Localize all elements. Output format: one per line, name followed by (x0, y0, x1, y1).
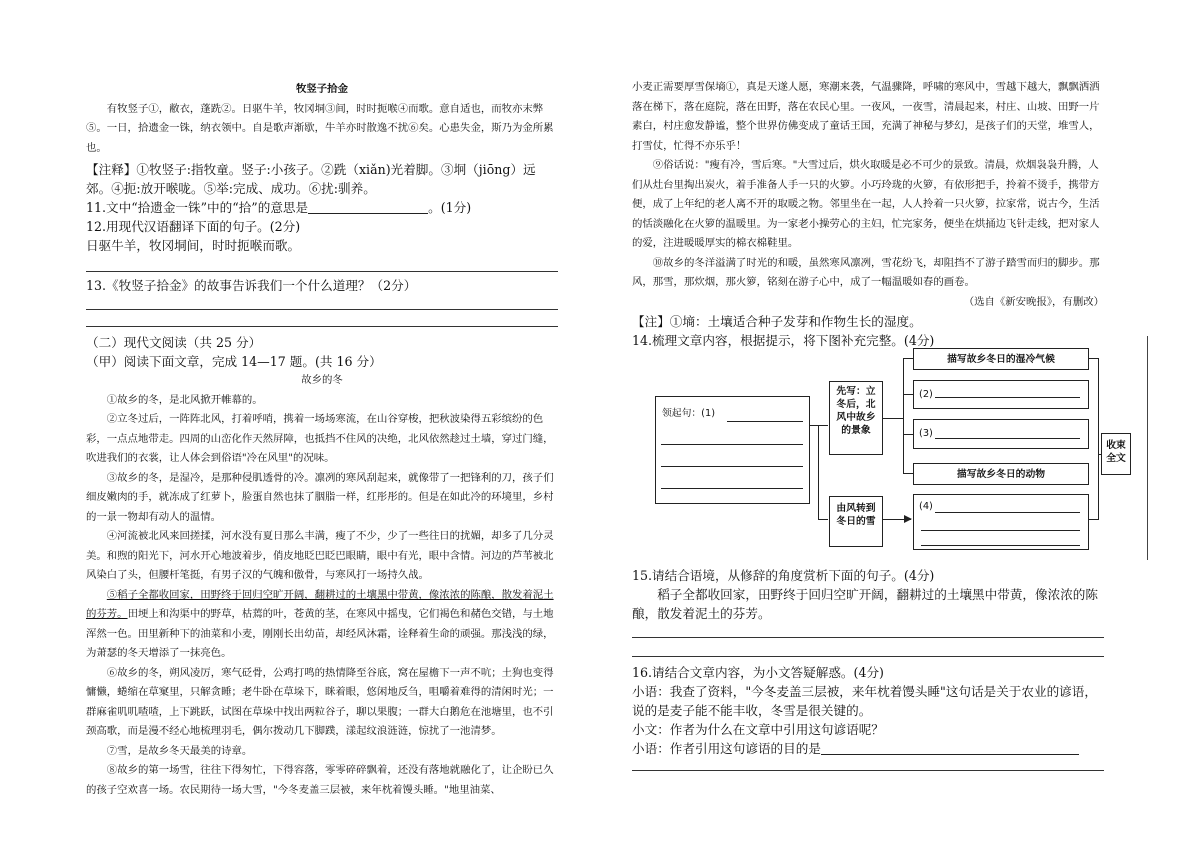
connector (903, 358, 913, 359)
slot-3-label: (3) (919, 428, 933, 439)
question-12: 12.用现代汉语翻译下面的句子。(2分) (86, 219, 301, 234)
question-15-sentence: 稻子全都收回家，田野终于回归空旷开阔，翻耕过的土壤黑中带黄，像浓浓的陈酿，散发着泥土的芬芳。 (632, 587, 1098, 621)
essay-paragraph-3: ③故乡的冬，是湿冷，是那种侵肌透骨的冷。凛冽的寒风刮起来，就像带了一把锋利的刀，孩子们细皮嫩肉的手，就冻成了红萝卜，脸蛋自然也抹了胭脂一样，红彤彤的。但是在如此冷的环境里，乡村的一景一物却有动人的温情。 (86, 471, 554, 523)
answer-line-2[interactable] (935, 397, 1080, 398)
underlined-sentence: ⑤稻子全都收回家，田野终于回归空旷开阔，翻耕过的土壤黑中带黄，像浓浓的陈酿，散发着泥土的芬芳。 (86, 588, 554, 620)
question-13: 13.《牧竖子拾金》的故事告诉我们一个什么道理？（2分） (86, 278, 417, 293)
snow-box (829, 496, 883, 547)
left-column (86, 0, 558, 800)
essay-paragraph-1: ①故乡的冬，是北风掀开帷幕的。 (106, 393, 263, 406)
dialogue-line-3 (632, 739, 1104, 758)
slot-3-box (913, 419, 1089, 449)
section-2-heading: （二）现代文阅读（共 25 分） (86, 335, 262, 350)
snow-label: 由风转到冬日的雪 (836, 503, 876, 527)
answer-line-15b[interactable] (632, 638, 1104, 657)
connector (903, 473, 913, 474)
essay-paragraph-10: ⑩故乡的冬洋溢满了时光的和暖，虽然寒风凛冽，雪花纷飞，却阻挡不了游子踏雪而归的脚步。那风，那雪，那炊烟，那火箩，铭刻在游子心中，成了一幅温暖如春的画卷。 (632, 256, 1100, 288)
answer-line-4a[interactable] (935, 512, 1080, 513)
essay-title: 故乡的冬 (301, 374, 343, 386)
question-11-text: 11.文中“拾遗金一铢”中的“拾”的意思是 (86, 200, 309, 215)
lead-sentence-label: 领起句：(1) (662, 408, 716, 419)
classical-notes: 【注释】①牧竖子:指牧童。竖子:小孩子。②跣（xiǎn)光着脚。③坰（jiōng）远郊。④扼:放开喉咙。⑤举:完成、成功。⑥扰:驯养。 (86, 162, 536, 196)
section-2-subheading: （甲）阅读下面文章，完成 14—17 题。(共 16 分） (86, 354, 382, 369)
essay-paragraph-8-continued: 小麦正需要厚雪保墒①，真是天遂人愿，寒潮来袭，气温骤降，呼啸的寒风中，雪越下越大，飘飘洒洒落在梯下，落在庭院，落在田野，落在农民心里。一夜风，一夜雪，清晨起来，村庄、山坡、田野一片素白，村庄愈发静谧，整个世界仿佛变成了童话王国，充满了神秘与梦幻，是孩子们的天堂，堆雪人，打雪仗，忙得不亦乐乎！ (632, 81, 1100, 152)
essay-footnote: 【注】①墒：土壤适合种子发芽和作物生长的湿度。 (632, 314, 922, 329)
question-16: 16.请结合文章内容，为小文答疑解惑。(4分) (632, 665, 884, 680)
essay-paragraph-7: ⑦雪，是故乡冬天最美的诗章。 (106, 744, 253, 757)
essay-paragraph-4: ④河流被北风来回搓揉，河水没有夏日那么丰满，瘦了不少，少了一些往日的扰媚，却多了几分灵美。和煦的阳光下，河水开心地波着步，俏皮地眨巴眨巴眼睛，眼中有光，眼中含情。河边的芦苇被北风染白了头，但腰杆笔挺，有男子汉的气魄和傲骨，与寒风打一场持久战。 (86, 530, 554, 581)
answer-line-15a[interactable] (632, 623, 1104, 638)
dialogue-line-1: 小语：我查了资料，"今冬麦盖三层被，来年枕着馒头睡"这句话是关于农业的谚语，说的是麦子能不能丰收，冬雪是很关键的。 (632, 684, 1097, 718)
first-write-label: 先写：立冬后，北风中故乡的景象 (836, 386, 876, 436)
answer-line-12[interactable] (86, 255, 558, 272)
climate-label: 描写故乡冬日的湿冷气候 (947, 354, 1055, 365)
answer-line-13a[interactable] (86, 295, 558, 310)
animals-label: 描写故乡冬日的动物 (956, 469, 1046, 480)
question-14: 14.梳理文章内容，根据提示，将下图补充完整。(4分) (632, 333, 935, 348)
classical-passage: 有牧竖子①，敝衣，蓬跣②。日驱牛羊，牧冈垌③间，时时扼喉④而歌。意自适也，而牧亦末弊⑤。一日，拾遗金一铢，纳衣领中。自是歌声渐歇，牛羊亦时散逸不扰⑥矣。心患失金，斯乃为金所累也。 (86, 102, 554, 154)
right-questions (632, 566, 1104, 771)
classical-title: 牧竖子拾金 (296, 83, 348, 95)
answer-line-4c[interactable] (921, 545, 1080, 546)
question-15: 15.请结合语境，从修辞的角度赏析下面的句子。(4分) (632, 568, 935, 583)
answer-line-4b[interactable] (921, 530, 1080, 531)
climate-box (913, 348, 1089, 370)
essay-paragraph-8: ⑧故乡的第一场雪，往往下得匆忙，下得容落，零零碎碎飘着，还没有落地就融化了，让企盼已久的孩子空欢喜一场。农民期待一场大雪，"今冬麦盖三层被，来年枕着馒头睡。"地里油菜、 (86, 764, 554, 796)
right-column (632, 0, 1104, 350)
answer-line-16[interactable] (632, 758, 1104, 771)
essay-paragraph-6: ⑥故乡的冬，朔风凌厉，寒气砭骨，公鸡打鸣的热情降至谷底，窝在屋檐下一声不吭；土狗也变得慵懒，蜷缩在草窠里，只解贪睡；老牛卧在草垛下，眯着眼，悠闲地反刍，咀嚼着难得的清闲时光；一群麻雀叽叽喳喳，上下跳跃，试图在草垛中找出两粒谷子，聊以果腹；一群大白鹅危在池塘里，也不引颈高歌，而是漫不经心地梳理羽毛，偶尔拨动几下脚蹼，漾起纹浪涟涟，惊扰了一池清梦。 (86, 666, 554, 737)
slot-4-box (913, 494, 1089, 550)
connector (1098, 358, 1099, 520)
essay-paragraph-2: ②立冬过后，一阵阵北风，打着呼哨，携着一场场寒流，在山谷穿梭，把秋波染得五彩缤纷的色彩，一点点地带走。四周的山峦化作天然屏障，也抵挡不住风的决绝，北风依然趁过土墙，穿过门缝，吹进我们的衣裳，让人体会到俗语"冷在风里"的况味。 (86, 413, 554, 464)
connector (903, 394, 913, 395)
answer-line-1d[interactable] (661, 488, 803, 489)
question-11 (86, 198, 558, 217)
arrow-head (904, 515, 912, 523)
essay-paragraph-5-rest: 田埂上和沟渠中的野草，枯蔫的叶，苍黄的茎，在寒风中摇曳，它们褐色和赭色交错，与土地浑然一色。田里新种下的油菜和小麦，刚刚长出幼苗，却经风沐霜，诠释着生命的顽强。那浅浅的绿，为萧瑟的冬天增添了一抹亮色。 (86, 608, 554, 659)
margin-rule (1147, 336, 1148, 560)
slot-4-label: (4) (919, 501, 933, 512)
connector (903, 358, 904, 474)
connector (818, 425, 819, 520)
ending-label: 收束全文 (1106, 440, 1126, 464)
essay-paragraph-5 (86, 586, 558, 664)
question-12-sentence: 日驱牛羊，牧冈垌间，时时扼喉而歌。 (86, 238, 301, 253)
answer-line-13b[interactable] (86, 310, 558, 327)
answer-line-1a[interactable] (727, 421, 803, 422)
dialogue-line-2: 小文：作者为什么在文章中引用这句谚语呢？ (632, 722, 884, 737)
dialogue-line-3-text: 小语：作者引用这句谚语的目的是 (632, 741, 821, 756)
slot-2-label: (2) (919, 389, 933, 400)
essay-paragraph-9: ⑨俗话说："瘦有冷，雪后寒。"大雪过后，烘火取暖是必不可少的景致。清晨，炊烟袅袅升腾，人们从灶台里掏出炭火，着手准备人手一只的火箩。小巧玲珑的火箩，有依形把手，拎着不烫手，携带方便，成了上年纪的老人离不开的取暖之物。邻里坐在一起，人人拎着一只火箩，拉家常，说古今，生活的恬淡融化在火箩的温暖里。为一家老小操劳心的主妇，忙完家务，便坐在烘捅边飞针走线，把对家人的爱，注进暖暖厚实的棉衣棉鞋里。 (632, 159, 1100, 249)
connector (818, 519, 828, 520)
connector (883, 418, 903, 419)
answer-blank-16[interactable] (821, 742, 1079, 755)
animals-box (913, 463, 1089, 485)
connector (903, 434, 913, 435)
connector (810, 425, 828, 426)
answer-line-1b[interactable] (661, 444, 803, 445)
answer-blank-11[interactable] (308, 201, 428, 214)
question-11-score: 。(1分) (428, 200, 472, 215)
ending-box (1101, 433, 1131, 475)
essay-source: （选自《新安晚报》，有删改） (963, 295, 1104, 308)
answer-line-3[interactable] (935, 438, 1080, 439)
slot-2-box (913, 380, 1089, 409)
first-write-box (829, 381, 883, 455)
answer-line-1c[interactable] (661, 466, 803, 467)
